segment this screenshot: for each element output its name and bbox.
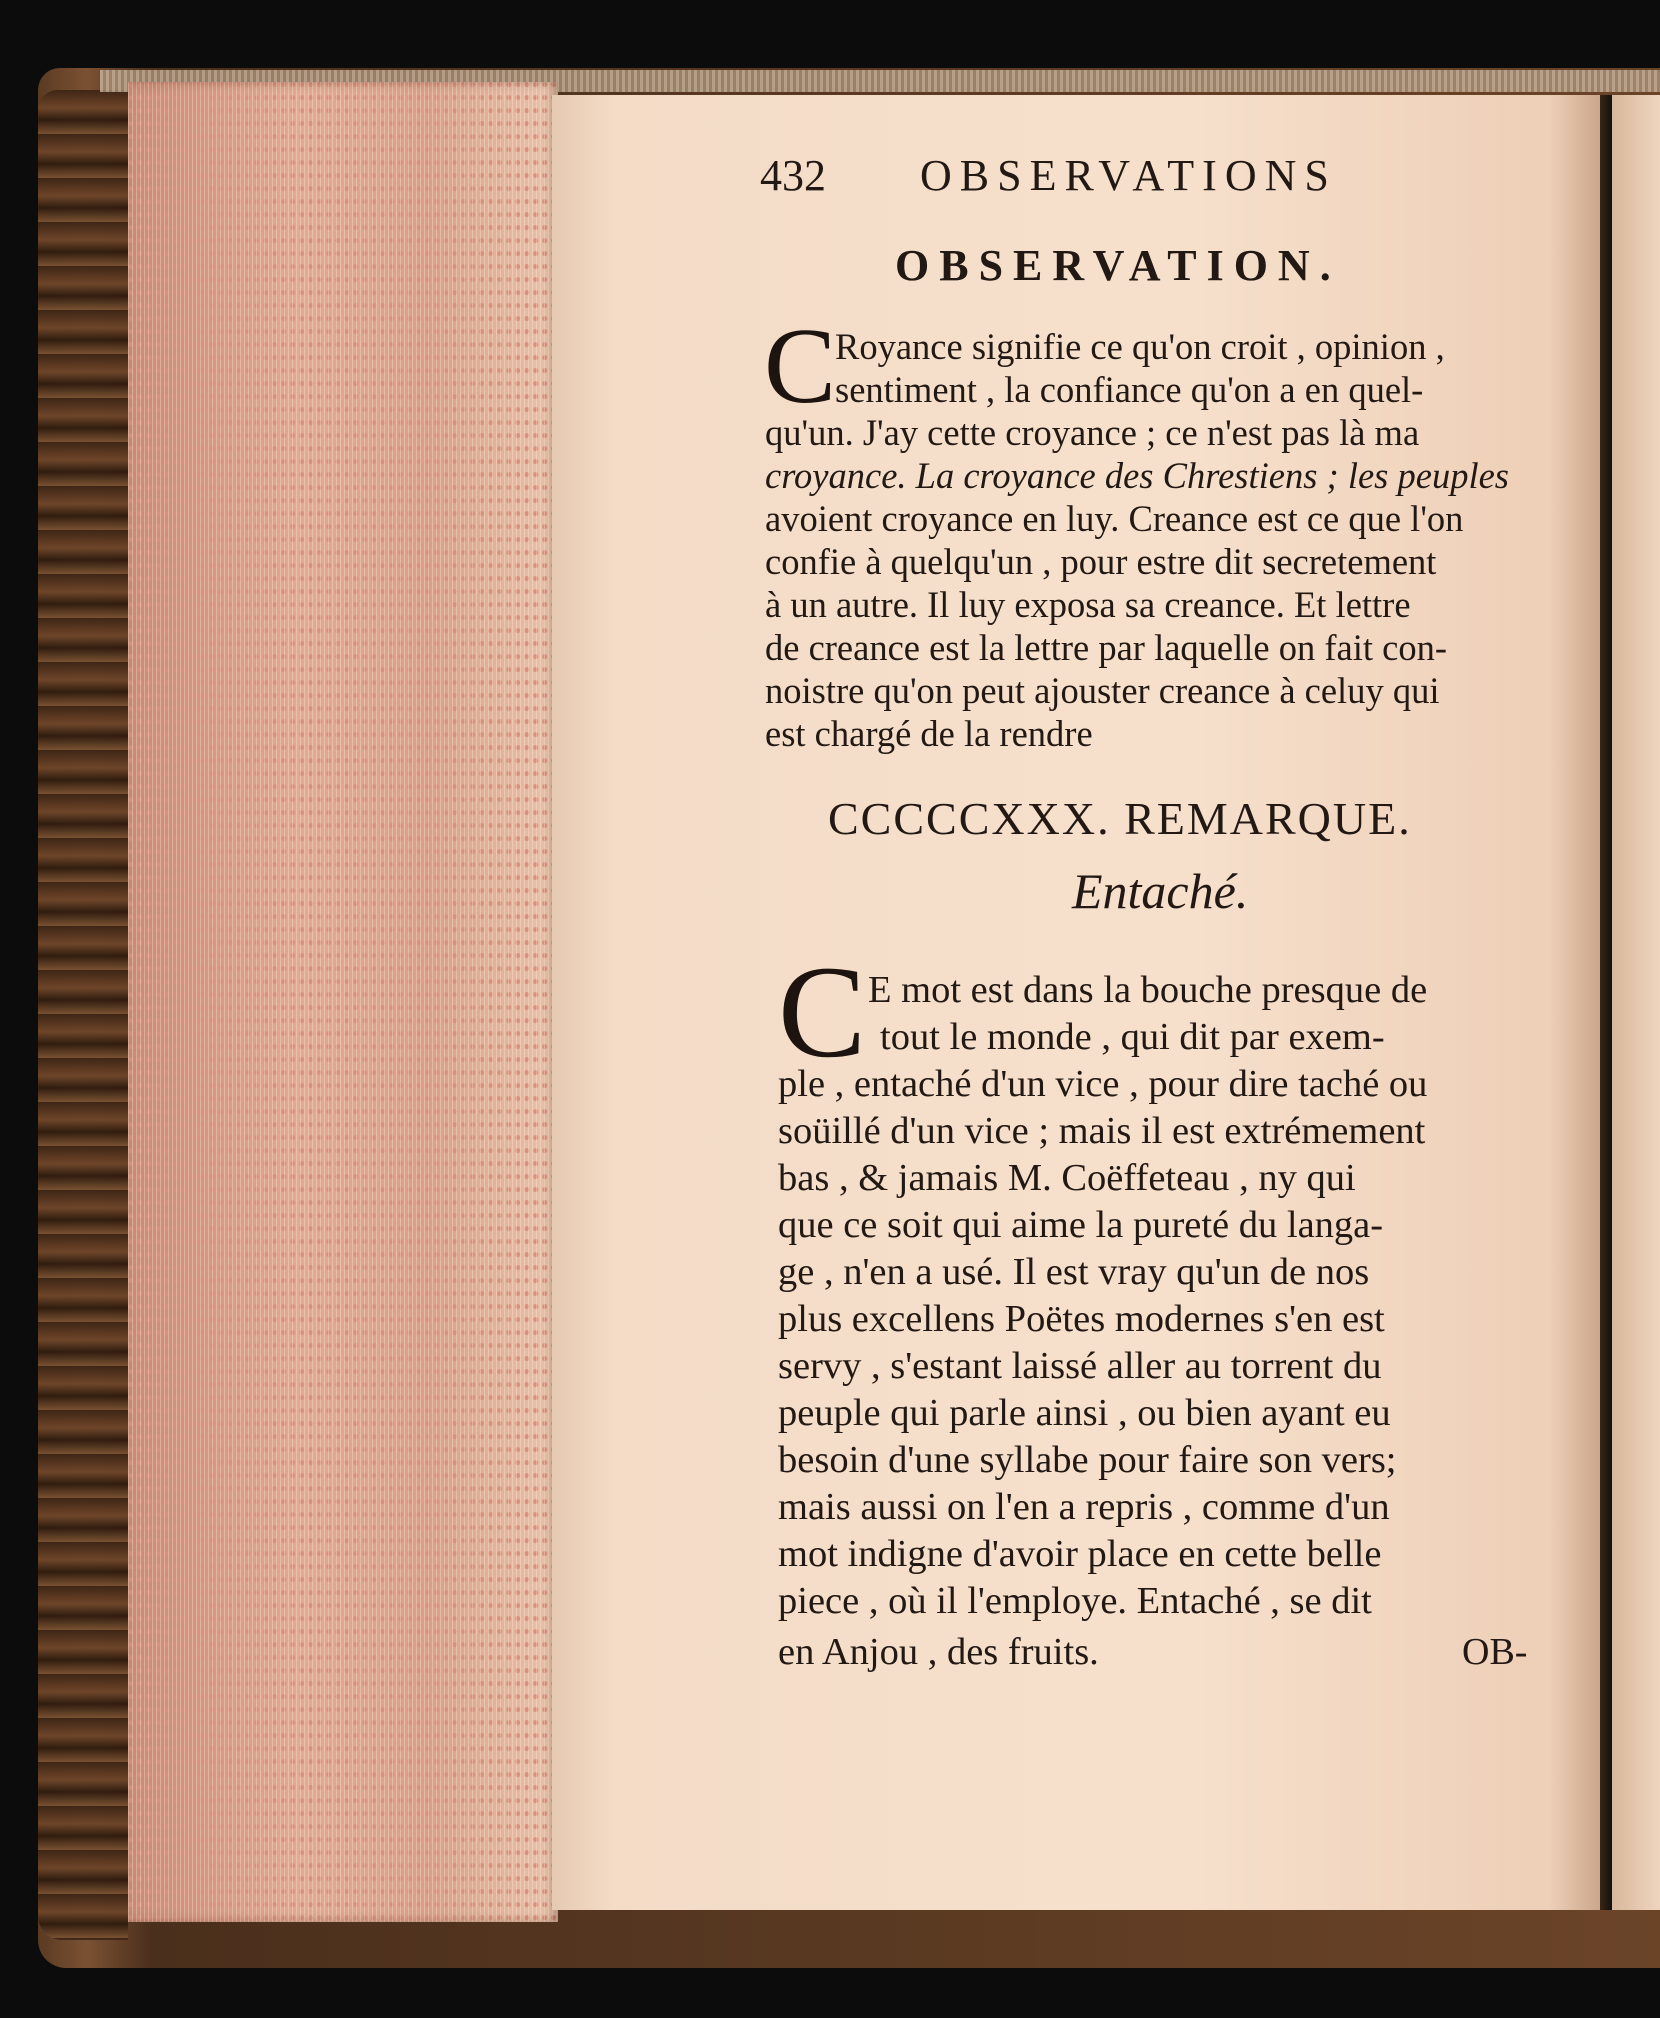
remarque-line: plus excellens Poëtes modernes s'en est	[778, 1298, 1385, 1340]
remarque-line: mais aussi on l'en a repris , comme d'un	[778, 1486, 1390, 1528]
remarque-subject: Entaché.	[1072, 863, 1249, 919]
catchword: OB-	[1462, 1631, 1528, 1673]
remarque-line: mot indigne d'avoir place en cette belle	[778, 1533, 1382, 1575]
observation-line: Royance signifie ce qu'on croit , opinion ,	[835, 326, 1445, 367]
observation-heading: OBSERVATION.	[895, 241, 1341, 290]
remarque-line: besoin d'une syllabe pour faire son vers;	[778, 1439, 1397, 1481]
observation-line: à un autre. Il luy exposa sa creance. Et lettre	[765, 584, 1411, 625]
page-number: 432	[760, 151, 826, 200]
remarque-line: en Anjou , des fruits.	[778, 1631, 1099, 1673]
remarque-line: ge , n'en a usé. Il est vray qu'un de nos	[778, 1251, 1370, 1293]
remarque-line: piece , où il l'employe. Entaché , se dit	[778, 1580, 1372, 1622]
remarque-line: peuple qui parle ainsi , ou bien ayant eu	[778, 1392, 1391, 1434]
observation-line: sentiment , la confiance qu'on a en quel-	[835, 369, 1424, 410]
observation-line: avoient croyance en luy. Creance est ce que l'on	[765, 498, 1464, 539]
observation-line: confie à quelqu'un , pour estre dit secretement	[765, 541, 1437, 582]
remarque-line: E mot est dans la bouche presque de	[868, 969, 1428, 1011]
remarque-line: que ce soit qui aime la pureté du langa-	[778, 1204, 1384, 1246]
running-title: OBSERVATIONS	[920, 151, 1337, 200]
remarque-line: ple , entaché d'un vice , pour dire taché ou	[778, 1063, 1428, 1105]
remarque-line: bas , & jamais M. Coëffeteau , ny qui	[778, 1157, 1356, 1199]
observation-line: qu'un. J'ay cette croyance ; ce n'est pas là ma	[765, 412, 1420, 453]
observation-line: est chargé de la rendre	[765, 713, 1093, 754]
remarque-line: tout le monde , qui dit par exem-	[880, 1016, 1385, 1058]
observation-drop-cap: C	[764, 307, 837, 426]
remarque-line: servy , s'estant laissé aller au torrent du	[778, 1345, 1382, 1387]
book-spine	[38, 90, 128, 1940]
observation-line: croyance. La croyance des Chrestiens ; les peuples	[765, 455, 1509, 496]
remarque-heading: CCCCCXXX. REMARQUE.	[828, 793, 1412, 844]
facing-page-edge	[1612, 95, 1660, 1910]
observation-line: de creance est la lettre par laquelle on fait con-	[765, 627, 1447, 668]
remarque-line: soüillé d'un vice ; mais il est extrémement	[778, 1110, 1426, 1152]
remarque-drop-cap: C	[778, 938, 867, 1085]
book-gutter	[1600, 95, 1612, 1910]
page-fore-edge	[128, 82, 558, 1922]
observation-line: noistre qu'on peut ajouster creance à celuy qui	[765, 670, 1440, 711]
